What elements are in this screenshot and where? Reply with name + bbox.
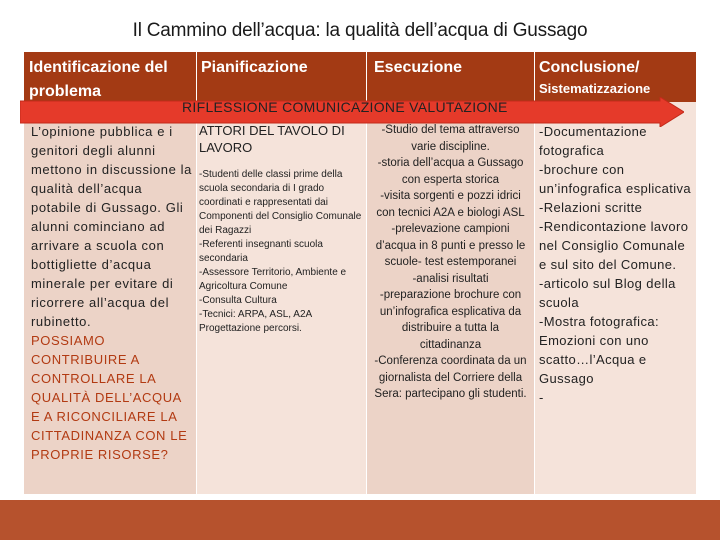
page-title: Il Cammino dell’acqua: la qualità dell’acqua di Gussago bbox=[132, 20, 588, 41]
header-identificazione: Identificazione del problema bbox=[24, 52, 196, 102]
header-conclusione bbox=[534, 52, 696, 102]
footer-band bbox=[0, 500, 720, 540]
column-pianificazione bbox=[196, 102, 366, 494]
header-conclusione-label: Conclusione/ bbox=[539, 59, 640, 76]
pianificazione-text: -Studenti delle classi prime della scuola secondaria di I grado coordinati e rappresentati dai Componenti del Consiglio Comunale dei Ragazzi -Referenti insegnanti scuola secondaria -Assessore Territorio, Ambiente e Agricoltura Comune -Consulta Cultura -Tecnici: ARPA, ASL, A2A Progettazione percorsi. bbox=[199, 169, 362, 334]
arrow-label: RIFLESSIONE COMUNICAZIONE VALUTAZIONE bbox=[182, 99, 508, 115]
pianificazione-heading: ATTORI DEL TAVOLO DI LAVORO bbox=[199, 123, 345, 155]
header-esecuzione: Esecuzione bbox=[366, 52, 534, 102]
conclusione-text: -Documentazione fotografica -brochure con un’infografica esplicativa -Relazioni scritte -Rendicontazione lavoro nel Consiglio Comunale e sul sito del Comune. -articolo sul Blog della scuola -Mostra fotografica: Emozioni con uno scatto…l’Acqua e Gussago - bbox=[539, 124, 692, 405]
identificazione-text: L’opinione pubblica e i genitori degli alunni mettono in discussione la qualità dell’acqua potabile di Gussago. Gli alunni cominciano ad arrivare a scuola con bottigliette d’acqua minerale per evitare di ricorrere all’acqua del rubinetto. bbox=[31, 124, 192, 329]
column-identificazione bbox=[24, 102, 196, 494]
identificazione-question: POSSIAMO CONTRIBUIRE A CONTROLLARE LA QUALITÀ DELL’ACQUA E A RICONCILIARE LA CITTADINANZA CON LE PROPRIE RISORSE? bbox=[31, 333, 188, 462]
esecuzione-text: -Studio del tema attraverso varie discipline. -storia dell’acqua a Gussago con esperta storica -visita sorgenti e pozzi idrici con tecnici A2A e biologi ASL -prelevazione campioni d’acqua in 8 punti e presso le scuole- test estemporanei -analisi risultati -preparazione brochure con un’infografica esplicativa da distribuire a tutta la cittadinanza -Conferenza coordinata da un giornalista del Corriere della Sera: partecipano gli studenti. bbox=[374, 124, 527, 400]
header-sistematizzazione-label: Sistematizzazione bbox=[539, 81, 651, 96]
column-esecuzione bbox=[366, 102, 534, 494]
header-pianificazione: Pianificazione bbox=[196, 52, 366, 102]
column-conclusione bbox=[534, 102, 696, 494]
